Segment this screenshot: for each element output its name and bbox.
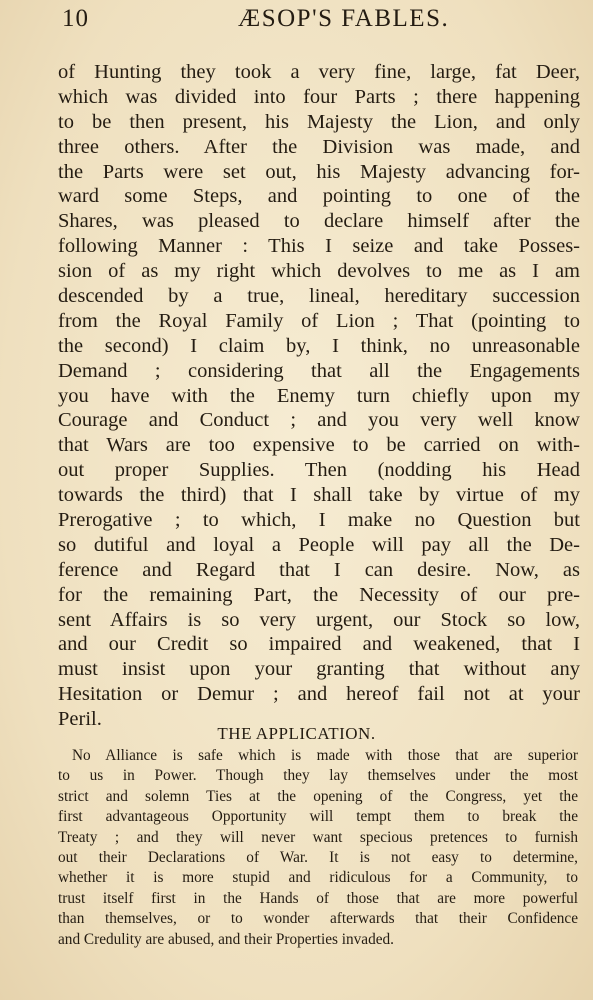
text-line: of Hunting they took a very fine, large, fat Deer, xyxy=(58,61,580,83)
text-line: which was divided into four Parts ; there happening xyxy=(58,85,580,108)
text-line: for the remaining Part, the Necessity of our pre- xyxy=(58,583,580,606)
text-line: so dutiful and loyal a People will pay all the De- xyxy=(58,533,580,556)
text-line: sion of as my right which devolves to me as I am xyxy=(58,260,580,283)
text-line: descended by a true, lineal, hereditary succession xyxy=(58,285,580,308)
text-line: Demand ; considering that all the Engagements xyxy=(58,359,580,382)
application-heading: THE APPLICATION. xyxy=(217,724,376,743)
application-line: first advantageous Opportunity will tempt them to break the xyxy=(58,808,578,826)
application-text xyxy=(58,746,578,950)
text-line: you have with the Enemy turn chiefly upon my xyxy=(58,384,580,407)
application-line: strict and solemn Ties at the opening of the Congress, yet the xyxy=(58,787,578,805)
application-line: Treaty ; and they will never want specious pretences to furnish xyxy=(58,828,578,846)
text-line: the Parts were set out, his Majesty advancing for- xyxy=(58,160,580,183)
text-line: Courage and Conduct ; and you very well know xyxy=(58,409,580,432)
text-line: must insist upon your granting that without any xyxy=(58,658,580,681)
page-number: 10 xyxy=(62,5,89,32)
application-line: out their Declarations of War. It is not easy to determine, xyxy=(58,848,578,866)
text-line: Hesitation or Demur ; and hereof fail not at your xyxy=(58,683,580,706)
text-line: to be then present, his Majesty the Lion, and only xyxy=(58,110,580,133)
application-line: No Alliance is safe which is made with those that are superior xyxy=(72,747,578,764)
text-line: Shares, was pleased to declare himself after the xyxy=(58,210,580,233)
text-line: ward some Steps, and pointing to one of the xyxy=(58,185,580,208)
text-line: towards the third) that I shall take by virtue of my xyxy=(58,484,580,507)
text-line: out proper Supplies. Then (nodding his Head xyxy=(58,459,580,482)
text-line: the second) I claim by, I think, no unreasonable xyxy=(58,334,580,357)
text-line: Peril. xyxy=(58,708,102,731)
application-line: than themselves, or to wonder afterwards that their Confidence xyxy=(58,910,578,928)
page-header xyxy=(0,5,593,41)
text-line: Prerogative ; to which, I make no Question but xyxy=(58,509,580,532)
application-line: whether it is more stupid and ridiculous for a Community, to xyxy=(58,869,578,887)
application-line: to us in Power. Though they lay themselves under the most xyxy=(58,767,578,785)
application-line: and Credulity are abused, and their Properties invaded. xyxy=(58,930,395,948)
text-line: that Wars are too expensive to be carried on with- xyxy=(58,434,580,457)
text-line: and our Credit so impaired and weakened, that I xyxy=(58,633,580,656)
text-line: from the Royal Family of Lion ; That (pointing to xyxy=(58,309,580,332)
application-line: trust itself first in the Hands of those that are more powerful xyxy=(58,889,578,907)
text-line: ference and Regard that I can desire. Now, as xyxy=(58,558,580,581)
text-line: sent Affairs is so very urgent, our Stock so low, xyxy=(58,608,580,631)
text-line: three others. After the Division was made, and xyxy=(58,135,580,158)
fable-text xyxy=(58,60,580,732)
running-head: ÆSOP'S FABLES. xyxy=(238,5,450,32)
text-line: following Manner : This I seize and take Posses- xyxy=(58,235,580,258)
